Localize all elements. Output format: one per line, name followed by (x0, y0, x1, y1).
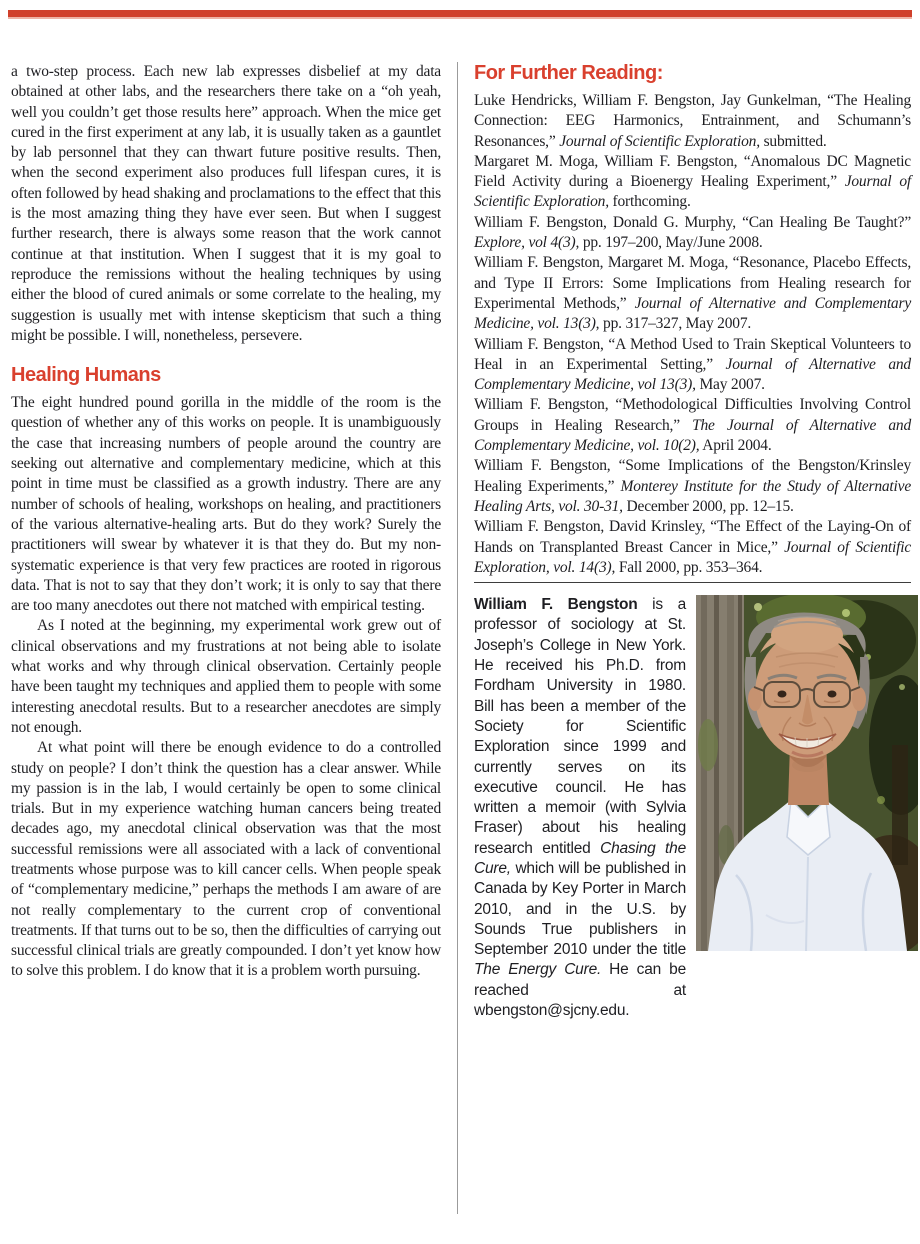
author-bio (474, 582, 911, 1021)
body-paragraph: At what point will there be enough evidence to do a controlled study on people? I don’t think the question has a clear answer. While my passion is in the lab, I would certainly be open to some clinical trials. But in my experience watching human cancers being treated decades ago, my anecdotal clinical observation was that the most successful remissions were all associated with a lack of conventional treatments whose purpose was to kill cancer cells. When people speak of “complementary medicine,” perhaps the methods I am aware of are not really complementary to the current crop of conventional treatments. If that turns out to be so, then the difficulties of carrying out successful clinical trials are greatly compounded. I don’t yet know how to solve this problem. I do know that it is a problem worth pursuing. (11, 739, 441, 980)
top-rule (8, 10, 912, 19)
author-bio-body (474, 595, 911, 1021)
reference-item: Margaret M. Moga, William F. Bengston, “Anomalous DC Magnetic Field Activity during a Bioenergy Healing Experiment,” Journal of Scientific Exploration, forthcoming. (474, 152, 911, 211)
column-divider (457, 62, 458, 1214)
author-bio-text: William F. Bengston is a professor of sociology at St. Joseph’s College in New York. He received his Ph.D. from Fordham University in 1980. Bill has been a member of the Society for Scientific Exploration since 1999 and currently serves on its executive council. He has written a memoir (with Sylvia Fraser) about his healing research entitled Chasing the Cure, which will be published in Canada by Key Porter in March 2010, and in the U.S. by Sounds True publishers in September 2010 under the title The Energy Cure. He can be reached at wbengston@sjcny.edu. (474, 596, 686, 1020)
section-heading-healing-humans: Healing Humans (11, 364, 161, 387)
right-column (474, 62, 911, 1230)
bio-divider (474, 582, 911, 583)
reference-item: William F. Bengston, “Methodological Difficulties Involving Control Groups in Healing Research,” The Journal of Alternative and Complementary Medicine, vol. 10(2), April 2004. (474, 396, 911, 455)
author-photo-illustration (696, 595, 918, 951)
reference-item: William F. Bengston, “A Method Used to Train Skeptical Volunteers to Heal in an Experimental Setting,” Journal of Alternative and Complementary Medicine, vol 13(3), May 2007. (474, 335, 911, 394)
further-reading-heading: For Further Reading: (474, 62, 663, 84)
reference-item: William F. Bengston, David Krinsley, “The Effect of the Laying-On of Hands on Transplanted Breast Cancer in Mice,” Journal of Scientific Exploration, vol. 14(3), Fall 2000, pp. 353–364. (474, 518, 912, 576)
body-paragraph: The eight hundred pound gorilla in the middle of the room is the question of whether any of this works on people. It is unambiguously the case that increasing numbers of people around the country are seeking out alternative and complementary medicine, which at this point in time must be classified as a growth industry. There are any number of schools of healing, workshops on healing, and practitioners of the various alternative-healing arts. But do they work? Surely the practitioners will swear by whatever it is that they do. But my non-systematic experience is that very few practices are rooted in rigorous data. That is not to say that they don’t work; it is only to say that there are too many anecdotes out there not matched with empirical testing. (11, 394, 441, 615)
reference-list (474, 91, 911, 578)
reference-item: William F. Bengston, Donald G. Murphy, “Can Healing Be Taught?” Explore, vol 4(3), pp. 197–200, May/June 2008. (474, 213, 911, 252)
page-content (11, 62, 911, 1230)
body-paragraph: As I noted at the beginning, my experimental work grew out of clinical observations and my frustrations at not being able to isolate what works and why through clinical observation. Certainly people have been taught my techniques and applied them to people with some interesting anecdotal results. But to a researcher anecdotes are simply not enough. (11, 617, 441, 736)
reference-item: Luke Hendricks, William F. Bengston, Jay Gunkelman, “The Healing Connection: EEG Harmonics, Entrainment, and Schumann’s Resonances,” Journal of Scientific Exploration, submitted. (474, 92, 911, 150)
reference-item: William F. Bengston, “Some Implications of the Bengston/Krinsley Healing Experiments,” Monterey Institute for the Study of Alternative Healing Arts, vol. 30-31, December 2000, pp. 12–15. (474, 457, 911, 515)
body-paragraph: a two-step process. Each new lab expresses disbelief at my data obtained at other labs, and the researchers there take on a “oh yeah, well you couldn’t get those results here” approach. When the mice get cured in the first experiment at any lab, it is usually taken as a gauntlet by lab personnel that they can thwart future positive results. Then, when the second experiment also produces full lifespan cures, it is often followed by head shaking and proclamations to the effect that this is the most amazing thing they have ever seen. But when I suggest further research, there is always some reason that the work cannot continue at that institution. When I suggest that it is my goal to reproduce the remissions without the healing techniques by using either the blood of cured animals or some correlate to the healing, my suggestion is usually met with intense skepticism that such a thing might be possible. I will, nonetheless, persevere. (11, 63, 441, 344)
left-column (11, 62, 441, 1230)
author-photo (696, 595, 918, 951)
reference-item: William F. Bengston, Margaret M. Moga, “Resonance, Placebo Effects, and Type II Errors: Some Implications from Healing research for Experimental Methods,” Journal of Alternative and Complementary Medicine, vol. 13(3), pp. 317–327, May 2007. (474, 254, 911, 333)
